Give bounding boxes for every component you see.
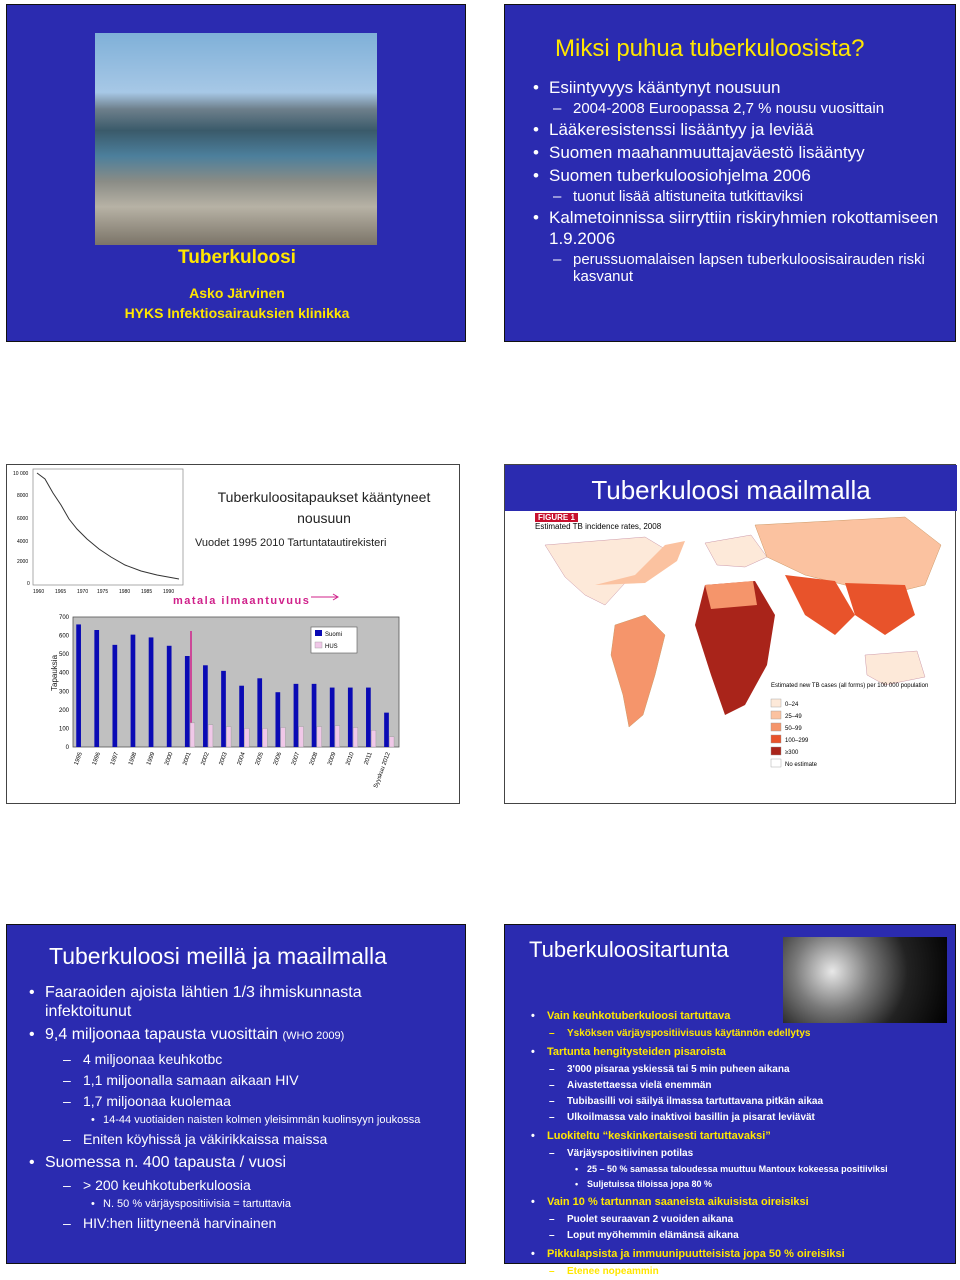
x-tick-label: 2011 [363,751,374,766]
slide-world [504,464,956,804]
map-legend-label: 25–49 [785,714,802,720]
bar-hus-2005 [263,728,268,747]
x-tick-label: 2005 [254,751,266,767]
bar-hus-syyskuu-2012 [389,737,394,747]
map-legend-label: ≥300 [785,750,799,756]
north-africa [705,581,757,609]
slide-why [504,4,956,342]
australia [865,651,925,685]
x-tick-label: 1996 [91,751,103,767]
slide-cases-chart [6,464,460,804]
sub-bullet: – > 200 keuhkotuberkuloosia [27,1176,447,1195]
sub-bullet: – perussuomalaisen lapsen tuberkuloosisairauden riski kasvanut [531,251,951,285]
inset-ytick: 0 [27,581,30,587]
bar-suomi-2008 [312,684,317,747]
bar-suomi-1998 [131,635,136,747]
y-tick-label: 200 [58,707,69,714]
bullet: • Luokiteltu “keskinkertaisesti tartuttavaksi” [525,1129,945,1144]
map-legend-swatch [771,735,781,743]
slide1-affiliation: HYKS Infektiosairauksien klinikka [124,305,350,321]
bar-suomi-2002 [203,665,208,747]
archipelago-photo [95,33,377,245]
inset-ytick: 6000 [17,516,29,522]
sub-sub-bullet: • Suljetuissa tiloissa jopa 80 % [525,1177,945,1191]
bar-suomi-2007 [294,684,299,747]
sub-bullet: – Eniten köyhissä ja väkirikkaissa maissa [27,1130,447,1149]
sub-bullet: – Ysköksen värjäyspositiivisuus käytännön edellytys [525,1026,945,1041]
x-tick-label: 2001 [182,751,193,767]
sub-bullet: – tuonut lisää altistuneita tutkittaviksi [531,188,951,205]
map-legend-swatch [771,759,781,767]
x-tick-label: 1998 [128,751,139,767]
bar-hus-2008 [317,727,322,747]
sub-bullet: – Etenee nopeammin [525,1264,945,1279]
bullet: • Faaraoiden ajoista lähtien 1/3 ihmiskunnasta infektoitunut [27,983,447,1021]
inset-chart [13,469,183,595]
x-tick-label: 1995 [73,751,84,767]
sub-bullet: – Värjäyspositiivinen potilas [525,1146,945,1161]
slide1-title: Tuberkuloosi [178,247,296,268]
y-tick-label: 400 [58,670,69,677]
sub-bullet: – 4 miljoonaa keuhkotbc [27,1050,447,1069]
x-ticks [74,751,392,789]
map-legend-label: 50–99 [785,726,802,732]
bar-suomi-2000 [167,646,172,747]
figure-label: FIGURE 1 [535,513,578,522]
inset-ytick: 10 000 [13,471,29,477]
x-tick-label: 2002 [200,751,211,767]
slide4-title: Tuberkuloosi maailmalla [591,475,871,505]
legend-swatch-suomi [315,630,322,636]
inset-xtick: 1975 [97,589,109,595]
x-tick-label: 2000 [164,751,175,767]
bullet: • Vain keuhkotuberkuloosi tartuttava [525,1009,945,1024]
sub-bullet: – HIV:hen liittyneenä harvinainen [27,1214,447,1233]
map-legend-swatch [771,723,781,731]
y-tick-label: 600 [58,633,69,640]
inset-xtick: 1980 [119,589,131,595]
x-tick-label: 2009 [327,751,338,767]
world-map [505,465,957,805]
map-legend-label: No estimate [785,762,818,768]
inset-xtick: 1960 [33,589,45,595]
legend-swatch-hus [315,642,322,648]
x-tick-label: 2010 [345,751,356,767]
bar-suomi-1999 [149,637,154,747]
x-tick-label: 2007 [291,751,302,767]
bullet: • Suomen tuberkuloosiohjelma 2006 [531,165,951,186]
bar-hus-2011 [371,730,376,747]
slide3-subtitle: Vuodet 1995 2010 Tartuntatautirekisteri [195,537,387,549]
legend-hus: HUS [325,644,338,650]
inset-ytick: 4000 [17,539,29,545]
east-asia [845,583,915,635]
bar-suomi-2003 [221,671,226,747]
x-tick-label: 2008 [309,751,320,767]
map-legend-swatch [771,699,781,707]
south-america [611,615,665,727]
bar-hus-2002 [208,725,213,747]
y-tick-label: 0 [65,745,69,751]
sub-sub-bullet: • 14-44 vuotiaiden naisten kolmen yleisimmän kuolinsyyn joukossa [27,1113,447,1128]
x-tick-label: 1997 [109,751,121,767]
bullet: • Suomen maahanmuuttajaväestö lisääntyy [531,142,951,163]
y-tick-label: 700 [58,615,69,621]
bullet: • Suomessa n. 400 tapausta / vuosi [27,1153,447,1172]
bullet: • Tartunta hengitysteiden pisaroista [525,1045,945,1060]
inset-ytick: 8000 [17,493,29,499]
bullet-note: (WHO 2009) [282,1030,345,1042]
bar-suomi-2011 [366,688,371,747]
sub-bullet: – 1,7 miljoonaa kuolemaa [27,1092,447,1111]
slide6-bullets [525,1005,945,1280]
map-legend-swatch [771,711,781,719]
inset-ytick: 2000 [17,559,29,565]
slide5-bullets [27,979,447,1235]
slide5-title: Tuberkuloosi meillä ja maailmalla [49,943,387,969]
inset-xtick: 1970 [77,589,89,595]
x-tick-label: 2003 [218,751,229,767]
bar-hus-2006 [281,728,286,748]
bar-hus-2004 [244,728,249,747]
sub-sub-bullet: • N. 50 % värjäyspositiivisia = tartuttavia [27,1197,447,1212]
sub-bullet: – Tubibasilli voi säilyä ilmassa tartuttavana pitkän aikaa [525,1094,945,1109]
bar-suomi-2001 [185,656,190,747]
slide-title [6,4,466,342]
bar-suomi-2006 [275,692,280,747]
bullet-text: 9,4 miljoonaa tapausta vuosittain [45,1026,279,1043]
inset-xtick: 1985 [141,589,153,595]
y-tick-label: 300 [58,689,69,696]
low-incidence-label: matala ilmaantuvuus [173,595,311,607]
bullet: • Pikkulapsista ja immuunipuutteisista jopa 50 % oireisiksi [525,1247,945,1262]
legend [311,627,357,653]
sub-bullet: – Puolet seuraavan 2 vuoiden aikana [525,1212,945,1227]
x-tick-label: 1999 [146,751,157,767]
bar-suomi-1996 [94,630,99,747]
slide1-author: Asko Järvinen [189,285,285,301]
y-tick-label: 100 [58,726,69,733]
y-tick-label: 500 [58,652,69,659]
slide6-title: Tuberkuloositartunta [529,937,729,962]
map-legend-label: 0–24 [785,702,799,708]
bar-hus-2001 [190,723,195,747]
legend-suomi: Suomi [325,632,343,638]
x-tick-label: Syyskuu 2012 [373,751,392,790]
y-ticks [59,615,70,751]
map-legend [771,699,818,768]
sub-bullet: – 1,1 miljoonalla samaan aikaan HIV [27,1071,447,1090]
slide-here-and-world [6,924,466,1264]
bar-suomi-1997 [112,645,117,747]
bar-suomi-2010 [348,688,353,747]
slide2-title: Miksi puhua tuberkuloosista? [555,35,865,62]
slide-transmission [504,924,956,1277]
bullet: • Vain 10 % tartunnan saaneista aikuisista oireisiksi [525,1195,945,1210]
x-tick-label: 2006 [272,751,284,767]
x-tick-label: 2004 [236,751,247,767]
map-legend-title: Estimated new TB cases (all forms) per 100 000 population [771,683,929,689]
slide2-bullets [531,75,951,287]
y-axis-label: Tapauksia [50,654,59,691]
bar-suomi-2004 [239,686,244,747]
bullet [27,1025,447,1046]
bar-hus-2007 [299,727,304,747]
figure-caption: Estimated TB incidence rates, 2008 [535,522,662,531]
sub-bullet: – 2004-2008 Euroopassa 2,7 % nousu vuosittain [531,100,951,117]
slide3-title: Tuberkuloositapaukset kääntyneet nousuun [217,489,431,526]
bullet: • Lääkeresistenssi lisääntyy ja leviää [531,119,951,140]
europe [705,535,767,567]
bar-suomi-2005 [257,678,262,747]
bar-hus-2010 [353,728,358,748]
bar-hus-2003 [226,727,231,747]
bullet: • Kalmetoinnissa siirryttiin riskiryhmien rokottamiseen 1.9.2006 [531,207,951,249]
bar-suomi-2009 [330,688,335,747]
map-legend-swatch [771,747,781,755]
sub-bullet: – Ulkoilmassa valo inaktivoi basillin ja pisarat leviävät [525,1110,945,1125]
inset-xtick: 1965 [55,589,67,595]
map-legend-label: 100–299 [785,738,809,744]
sub-bullet: – Aivastettaessa vielä enemmän [525,1078,945,1093]
sub-bullet: – 3'000 pisaraa yskiessä tai 5 min puheen aikana [525,1062,945,1077]
bar-hus-2009 [335,726,340,747]
inset-xtick: 1990 [163,589,175,595]
bar-suomi-1995 [76,624,81,747]
sub-sub-bullet: • 25 – 50 % samassa taloudessa muuttuu Mantoux kokeessa positiiviksi [525,1162,945,1176]
bullet: • Esiintyvyys kääntynyt nousuun [531,77,951,98]
bar-suomi-syyskuu-2012 [384,713,389,747]
sub-bullet: – Loput myöhemmin elämänsä aikana [525,1228,945,1243]
